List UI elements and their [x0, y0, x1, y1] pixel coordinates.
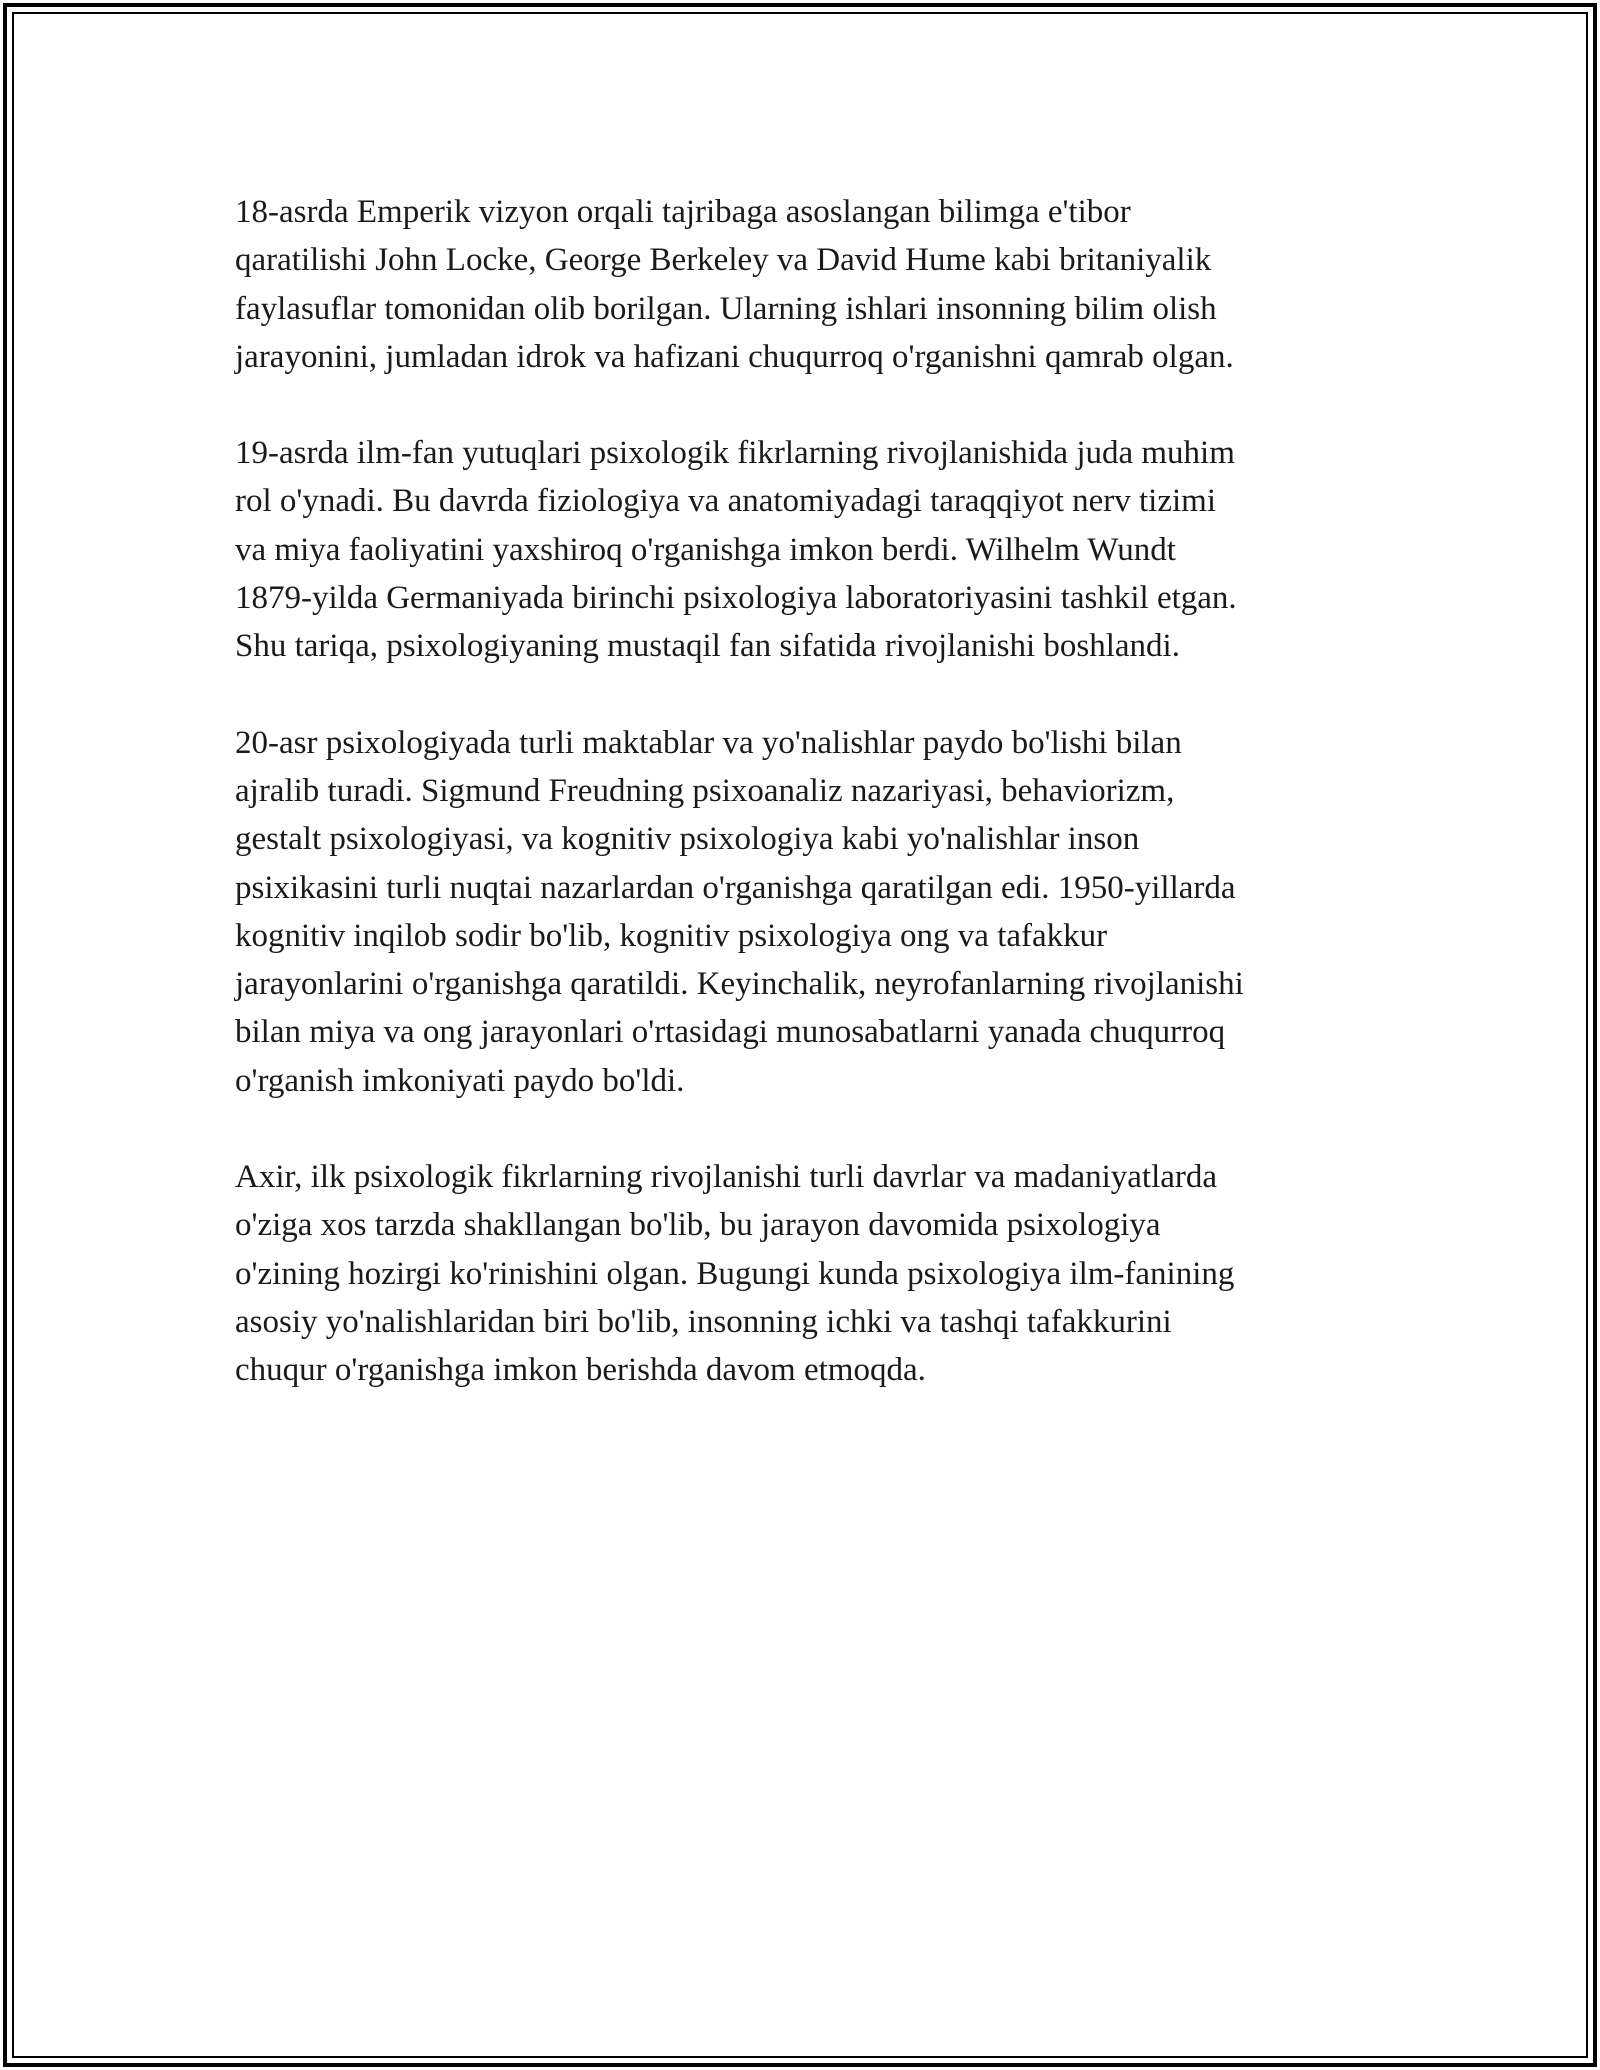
text-line: o'zining hozirgi ko'rinishini olgan. Bugungi kunda psixologiya ilm-fanining: [235, 1255, 1235, 1292]
text-line: rol o'ynadi. Bu davrda fiziologiya va anatomiyadagi taraqqiyot nerv tizimi: [235, 483, 1216, 520]
text-line: 1879-yilda Germaniyada birinchi psixologiya laboratoriyasini tashkil etgan.: [235, 580, 1237, 617]
text-line: jarayonini, jumladan idrok va hafizani chuqurroq o'rganishni qamrab olgan.: [235, 338, 1234, 375]
paragraph-19th-century: [235, 429, 1370, 670]
text-line: 19-asrda ilm-fan yutuqlari psixologik fikrlarning rivojlanishida juda muhim: [235, 435, 1235, 472]
text-line: Axir, ilk psixologik fikrlarning rivojlanishi turli davrlar va madaniyatlarda: [235, 1159, 1218, 1196]
text-line: asosiy yo'nalishlaridan biri bo'lib, insonning ichki va tashqi tafakkurini: [235, 1303, 1172, 1340]
text-line: o'ziga xos tarzda shakllangan bo'lib, bu jarayon davomida psixologiya: [235, 1207, 1161, 1244]
text-line: ajralib turadi. Sigmund Freudning psixoanaliz nazariyasi, behaviorizm,: [235, 772, 1175, 809]
text-line: o'rganish imkoniyati paydo bo'ldi.: [235, 1062, 685, 1099]
text-line: va miya faoliyatini yaxshiroq o'rganishga imkon berdi. Wilhelm Wundt: [235, 531, 1176, 568]
text-line: faylasuflar tomonidan olib borilgan. Ularning ishlari insonning bilim olish: [235, 290, 1217, 327]
text-line: qaratilishi John Locke, George Berkeley va David Hume kabi britaniyalik: [235, 242, 1212, 279]
text-line: chuqur o'rganishga imkon berishda davom etmoqda.: [235, 1352, 926, 1389]
text-line: psixikasini turli nuqtai nazarlardan o'rganishga qaratilgan edi. 1950-yillarda: [235, 869, 1236, 906]
paragraph-conclusion: [235, 1153, 1370, 1394]
text-line: Shu tariqa, psixologiyaning mustaqil fan sifatida rivojlanishi boshlandi.: [235, 628, 1180, 665]
text-line: kognitiv inqilob sodir bo'lib, kognitiv psixologiya ong va tafakkur: [235, 917, 1108, 954]
paragraph-empiricism: [235, 188, 1370, 381]
document-body: [235, 188, 1370, 1443]
paragraph-20th-century: [235, 719, 1370, 1105]
text-line: bilan miya va ong jarayonlari o'rtasidagi munosabatlarni yanada chuqurroq: [235, 1014, 1226, 1051]
text-line: jarayonlarini o'rganishga qaratildi. Keyinchalik, neyrofanlarning rivojlanishi: [235, 966, 1244, 1003]
text-line: gestalt psixologiyasi, va kognitiv psixologiya kabi yo'nalishlar inson: [235, 821, 1140, 858]
text-line: 20-asr psixologiyada turli maktablar va yo'nalishlar paydo bo'lishi bilan: [235, 724, 1182, 761]
text-line: 18-asrda Emperik vizyon orqali tajribaga asoslangan bilimga e'tibor: [235, 194, 1131, 230]
